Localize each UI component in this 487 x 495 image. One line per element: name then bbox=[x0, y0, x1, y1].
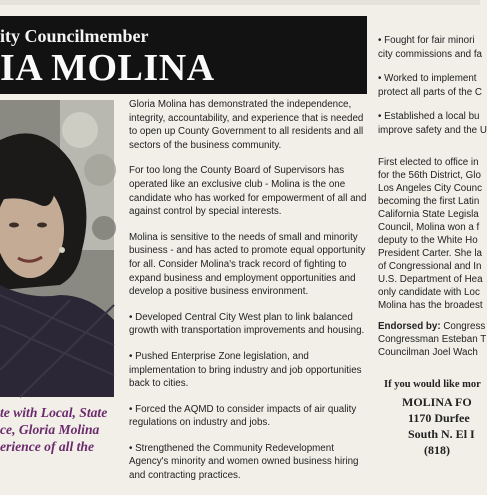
endorsed-label: Endorsed by: bbox=[378, 321, 441, 332]
caption-line: ce, Gloria Molina bbox=[0, 422, 100, 437]
right-bullet-line: • Worked to implement bbox=[378, 73, 477, 84]
bio-line: Council, Molina won a f bbox=[378, 222, 480, 233]
contact-line: 1170 Durfee bbox=[408, 411, 470, 425]
header-candidate-name: IA MOLINA bbox=[0, 47, 215, 89]
bio-line: First elected to office in bbox=[378, 157, 479, 168]
endorsed-line: Councilman Joel Wach bbox=[378, 347, 478, 358]
bio-line: only candidate with Loc bbox=[378, 287, 480, 298]
bullet-central-city-west: • Developed Central City West plan to link balanced growth with transportation improvements and housing. bbox=[129, 311, 365, 337]
right-bullet-line: improve safety and the U bbox=[378, 125, 487, 136]
right-bullet-line: • Fought for fair minori bbox=[378, 35, 475, 46]
paragraph-intro: Gloria Molina has demonstrated the independence, integrity, accountability, and experience that is needed to open up County Government to all residents and all sectors of the business community. bbox=[129, 99, 364, 151]
contact-intro: If you would like mor bbox=[384, 379, 481, 390]
photo-caption bbox=[0, 404, 118, 455]
bio-line: Molina has the broadest bbox=[378, 300, 483, 311]
bio-line: of Congressional and In bbox=[378, 261, 482, 272]
endorsed-first: Congress bbox=[440, 321, 486, 332]
bio-line: becoming the first Latin bbox=[378, 196, 480, 207]
header-banner bbox=[0, 16, 367, 94]
candidate-photo bbox=[0, 100, 114, 397]
bio-line: California State Legisla bbox=[378, 209, 479, 220]
bio-line: U.S. Department of Hea bbox=[378, 274, 483, 285]
paragraph-business: Molina is sensitive to the needs of small and minority business - and has acted to promote equal opportunity for all. Consider Molina's track record of fighting to expand business and employment opportunities and develop a positive business environment. bbox=[129, 231, 366, 298]
endorsed-line bbox=[378, 320, 485, 334]
right-bullet-line: city commissions and fa bbox=[378, 49, 482, 60]
main-column bbox=[129, 98, 369, 495]
contact-line: MOLINA FO bbox=[402, 395, 472, 409]
photo-portrait-image bbox=[0, 100, 114, 397]
caption-line: te with Local, State bbox=[0, 405, 108, 420]
bio-line: deputy to the White Ho bbox=[378, 235, 478, 246]
header-subtitle: ity Councilmember bbox=[0, 26, 149, 46]
bullet-enterprise-zone: • Pushed Enterprise Zone legislation, and implementation to bring industry and job opportunities back to cities. bbox=[129, 350, 362, 390]
paragraph-club: For too long the County Board of Supervisors has operated like an exclusive club - Molina is the one candidate who has worked for empowerment of all and against control by special interests. bbox=[129, 165, 367, 218]
bio-line: for the 56th District, Glo bbox=[378, 170, 481, 181]
caption-line: erience of all the bbox=[0, 439, 95, 454]
contact-line: South N. El I bbox=[408, 427, 475, 441]
bio-line: President Carter. She la bbox=[378, 248, 483, 259]
right-bullet-line: • Established a local bu bbox=[378, 111, 480, 122]
contact-line: (818) bbox=[424, 443, 450, 457]
endorsed-line: Congressman Esteban T bbox=[378, 334, 487, 345]
bullet-aqmd: • Forced the AQMD to consider impacts of air quality regulations on industry and jobs. bbox=[129, 403, 357, 429]
right-column bbox=[378, 0, 487, 480]
bio-line: Los Angeles City Counc bbox=[378, 183, 483, 194]
right-bullet-line: protect all parts of the C bbox=[378, 87, 483, 98]
bullet-redevelopment: • Strengthened the Community Redevelopment Agency's minority and women owned business hiring and contracting practices. bbox=[129, 442, 359, 482]
